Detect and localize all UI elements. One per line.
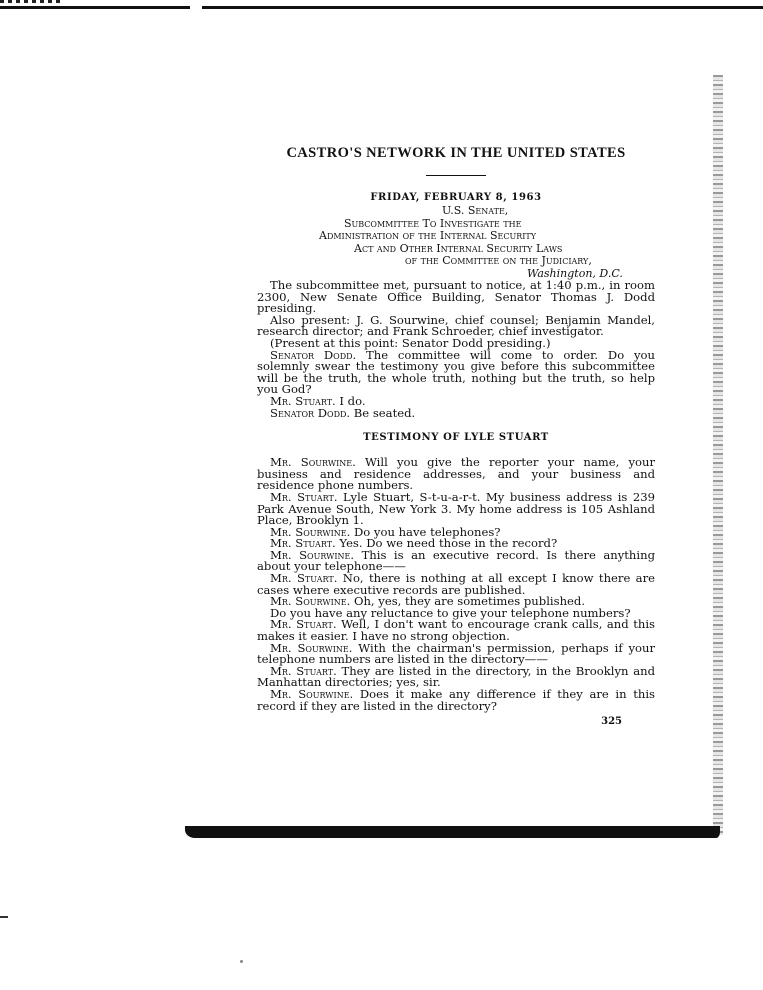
address-line-administration: Administration of the Internal Security xyxy=(319,229,537,242)
exchange-paragraph: Senator Dodd. The committee will come to order. Do you solemnly swear the testimony you give before this subcommittee will be the truth, the whole truth, nothing but the truth, so help you God? xyxy=(257,347,655,397)
scan-right-page-edge xyxy=(713,75,723,835)
scan-margin-mark xyxy=(0,916,8,918)
testimony-paragraph: Mr. Stuart. They are listed in the directory, in the Brooklyn and Manhattan directories; yes, sir. xyxy=(257,663,655,690)
address-line-act: Act and Other Internal Security Laws xyxy=(354,241,563,255)
document-page xyxy=(257,143,655,727)
testimony-paragraph: Mr. Stuart. Lyle Stuart, S-t-u-a-r-t. My business address is 239 Park Avenue South, New York 3. My home address is 105 Ashland Place, Brooklyn 1. xyxy=(257,489,655,528)
page-number: 325 xyxy=(601,716,622,728)
page-title: CASTRO'S NETWORK IN THE UNITED STATES xyxy=(286,145,626,161)
scan-top-border xyxy=(0,6,763,9)
section-heading: TESTIMONY OF LYLE STUART xyxy=(363,432,549,444)
exchange-paragraph: Senator Dodd. Be seated. xyxy=(270,405,416,420)
exchange-paragraph: Mr. Stuart. I do. xyxy=(270,393,366,408)
title-rule xyxy=(426,175,486,176)
testimony-paragraph: Mr. Sourwine. Oh, yes, they are sometimes published. xyxy=(270,594,585,609)
opening-paragraph-1: The subcommittee met, pursuant to notice, at 1:40 p.m., in room 2300, New Senate Office Building, Senator Thomas J. Dodd presiding. xyxy=(257,278,655,316)
testimony-paragraph: Mr. Stuart. Yes. Do we need those in the record? xyxy=(270,536,558,551)
testimony-paragraph: Mr. Stuart. No, there is nothing at all except I know there are cases where executive records are published. xyxy=(257,571,655,597)
testimony-paragraph: Mr. Sourwine. Will you give the reporter your name, your business and residence addresses, and your business and residence phone numbers. xyxy=(257,455,656,493)
scan-top-border-gap xyxy=(190,5,202,11)
opening-paragraph-3: (Present at this point: Senator Dodd presiding.) xyxy=(270,335,551,350)
testimony-paragraph: Mr. Sourwine. This is an executive record. Is there anything about your telephone—— xyxy=(257,547,655,574)
address-line-city: Washington, D.C. xyxy=(527,266,623,280)
testimony-paragraph: Do you have any reluctance to give your telephone numbers? xyxy=(270,605,631,620)
testimony-paragraph: Mr. Stuart. Well, I don't want to encourage crank calls, and this makes it easier. I have no strong objection. xyxy=(257,617,655,644)
address-line-subcommittee: Subcommittee To Investigate the xyxy=(344,216,522,230)
opening-paragraph-2: Also present: J. G. Sourwine, chief counsel; Benjamin Mandel, research director; and Frank Schroeder, chief investigator. xyxy=(257,312,655,339)
scan-speck xyxy=(240,960,243,963)
scan-bottom-border xyxy=(185,826,720,838)
hearing-date: FRIDAY, FEBRUARY 8, 1963 xyxy=(370,192,542,203)
testimony-paragraph: Mr. Sourwine. Do you have telephones? xyxy=(270,524,501,539)
testimony-paragraph: Mr. Sourwine. With the chairman's permission, perhaps if your telephone numbers are listed in the directory—— xyxy=(257,640,656,667)
testimony-paragraph: Mr. Sourwine. Does it make any difference if they are in this record if they are listed in the directory? xyxy=(257,687,655,713)
address-line-senate: U.S. Senate, xyxy=(442,204,509,217)
address-line-committee: of the Committee on the Judiciary, xyxy=(405,254,592,267)
scan-edge-dots xyxy=(0,0,60,3)
address-block xyxy=(257,205,655,280)
